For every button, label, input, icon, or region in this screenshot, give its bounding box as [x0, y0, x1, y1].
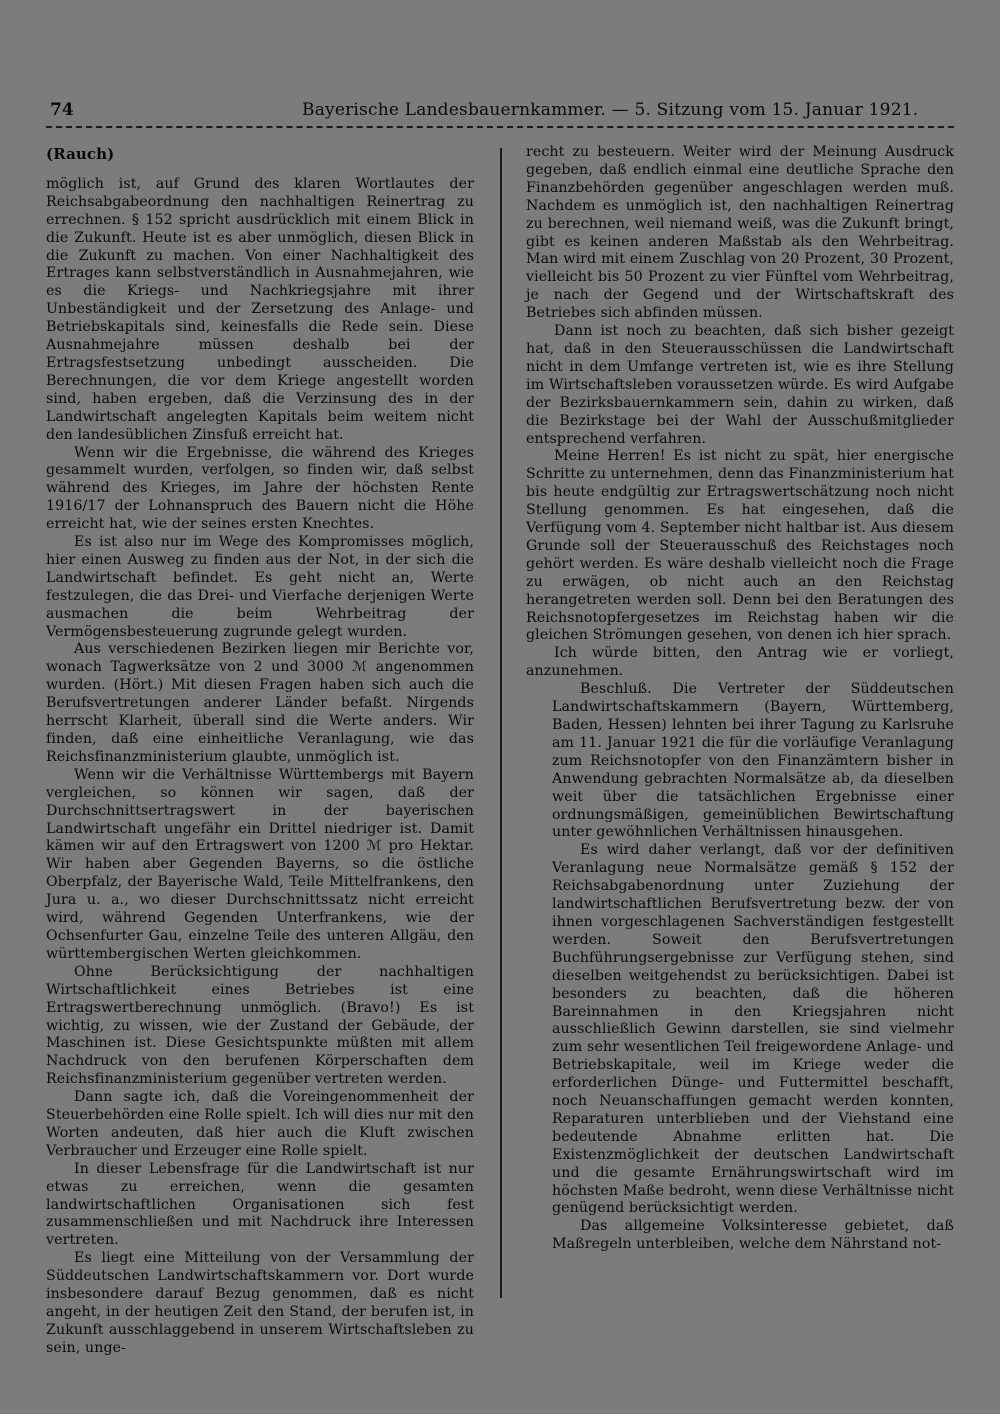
left-column — [46, 146, 474, 1358]
paragraph: Ohne Berücksichtigung der nachhaltigen Wirtschaftlichkeit eines Betriebes ist eine Ertragswertberechnung unmöglich. (Bravo!) Es ist wichtig, zu wissen, wie der Zustand der Gebäude, der Maschinen ist. Diese Gesichtspunkte müßten mit allem Nachdruck von den berufenen Körperschaften dem Reichsfinanzministerium gegenüber vertreten werden. — [46, 963, 474, 1088]
resolution-paragraph: Es wird daher verlangt, daß vor der definitiven Veranlagung neue Normalsätze gemäß § 152 der Reichsabgabenordnung unter Zuziehung der landwirtschaftlichen Berufsvertretung bezw. der von ihnen vorgeschlagenen Sachverständigen festgestellt werden. Soweit den Berufsvertretungen Buchführungsergebnisse zur Verfügung stehen, sind dieselben weitgehendst zu berücksichtigen. Dabei ist besonders zu beachten, daß die höheren Bareinnahmen in den Kriegsjahren nicht ausschließlich Gewinn darstellen, sie sind vielmehr zum sehr wesentlichen Teil freigewordene Anlage- und Betriebskapitale, weil im Kriege weder die erforderlichen Dünge- und Futtermittel beschafft, noch Neuanschaffungen gemacht werden konnten, Reparaturen unterblieben und der Viehstand eine bedeutende Abnahme erlitten hat. Die Existenzmöglichkeit der deutschen Landwirtschaft und die gesamte Ernährungswirtschaft wird im höchsten Maße bedroht, wenn diese Verhältnisse nicht genügend berücksichtigt werden. — [552, 842, 954, 1217]
speaker-name: (Rauch) — [46, 145, 115, 163]
resolution-paragraph: Beschluß. Die Vertreter der Süddeutschen Landwirtschaftskammern (Bayern, Württemberg, Baden, Hessen) lehnten bei ihrer Tagung zu Karlsruhe am 11. Januar 1921 die für die vorläufige Veranlagung zum Reichsnotopfer von den Finanzämtern bisher in Anwendung gebrachten Normalsätze ab, da dieselben weit über die tatsächlichen Ergebnisse einer ordnungsmäßigen, gemeinüblichen Bewirtschaftung unter gewöhnlichen Verhältnissen hinausgehen. — [552, 681, 954, 841]
paragraph: Es liegt eine Mitteilung von der Versammlung der Süddeutschen Landwirtschaftskammern vor. Dort wurde insbesondere darauf Bezug genommen, daß es nicht angeht, in der heutigen Zeit den Stand, der berufen ist, in Zukunft ausschlaggebend in unserem Wirtschaftsleben zu sein, unge- — [46, 1250, 474, 1356]
page-header — [46, 100, 954, 122]
paragraph: Dann sagte ich, daß die Voreingenommenheit der Steuerbehörden eine Rolle spielt. Ich will dies nur mit den Worten andeuten, daß hier auch die Kluft zwischen Verbraucher und Erzeuger eine Rolle spielt. — [46, 1089, 474, 1159]
paragraph: Es ist also nur im Wege des Kompromisses möglich, hier einen Ausweg zu finden aus der Not, in der sich die Landwirtschaft befindet. Es geht nicht an, Werte festzulegen, die das Drei- und Vierfache derjenigen Werte ausmachen die beim Wehrbeitrag der Vermögensbesteuerung zugrunde gelegt wurden. — [46, 534, 474, 640]
paragraph: recht zu besteuern. Weiter wird der Meinung Ausdruck gegeben, daß endlich einmal eine deutliche Sprache den Finanzbehörden gegenüber angeschlagen werden muß. Nachdem es unmöglich ist, den nachhaltigen Reinertrag zu berechnen, weil niemand weiß, was die Zukunft bringt, gibt es keinen anderen Maßstab als den Wehrbeitrag. Man wird mit einem Zuschlag von 20 Prozent, 30 Prozent, vielleicht bis 50 Prozent zu vier Fünftel vom Wehrbeitrag, je nach der Gegend und der Wirtschaftskraft des Betriebes sich abfinden müssen. — [526, 144, 954, 322]
header-rule — [46, 126, 954, 128]
running-title: Bayerische Landesbauernkammer. — 5. Sitzung vom 15. Januar 1921. — [302, 100, 919, 120]
paragraph: Wenn wir die Verhältnisse Württembergs mit Bayern vergleichen, so können wir sagen, daß der Durchschnittsertragswert in der bayerischen Landwirtschaft ungefähr ein Drittel niedriger ist. Damit kämen wir auf den Ertragswert von 1200 ℳ pro Hektar. Wir haben aber Gegenden Bayerns, so die östliche Oberpfalz, der Bayerische Wald, Teile Mittelfrankens, den Jura u. a., wo dieser Durchschnittssatz nicht erreicht wird, während Gegenden Unterfrankens, wie der Ochsenfurter Gau, einzelne Teile des unteren Allgäu, den württembergischen Werten gleichkommen. — [46, 766, 474, 962]
paragraph: Aus verschiedenen Bezirken liegen mir Berichte vor, wonach Tagwerksätze von 2 und 3000 ℳ angenommen wurden. (Hört.) Mit diesen Fragen haben sich auch die Berufsvertretungen anderer Länder befaßt. Nirgends herrscht Klarheit, überall sind die Werte anders. Wir finden, daß eine einheitliche Veranlagung, wie das Reichsfinanzministerium glaubte, unmöglich ist. — [46, 641, 474, 765]
paragraph: In dieser Lebensfrage für die Landwirtschaft ist nur etwas zu erreichen, wenn die gesamten landwirtschaftlichen Organisationen sich fest zusammenschließen und mit Nachdruck ihre Interessen vertreten. — [46, 1160, 474, 1249]
column-divider — [500, 148, 502, 1298]
paragraph: Wenn wir die Ergebnisse, die während des Krieges gesammelt wurden, verfolgen, so finden wir, daß selbst während des Krieges, im Jahre der höchsten Rente 1916/17 der Lohnanspruch des Bauern nicht die Höhe erreicht hat, wie der seines ersten Knechtes. — [46, 444, 474, 533]
right-column — [526, 144, 954, 1254]
page-number: 74 — [50, 100, 74, 120]
paragraph: Ich würde bitten, den Antrag wie er vorliegt, anzunehmen. — [526, 645, 954, 680]
paragraph: Meine Herren! Es ist nicht zu spät, hier energische Schritte zu unternehmen, denn das Finanzministerium hat bis heute endgültig zur Ertragswertschätzung noch nicht Stellung genommen. Es hat eingesehen, daß die Verfügung vom 4. September nicht haltbar ist. Aus diesem Grunde soll der Steuerausschuß des Reichstages noch gehört werden. Es wäre deshalb vielleicht noch die Frage zu erwägen, ob nicht auch an den Reichstag herangetreten werden soll. Denn bei den Beratungen des Reichsnotopfergesetzes im Reichstag haben wir die gleichen Strömungen gesehen, von denen ich hier sprach. — [526, 448, 954, 644]
paragraph: möglich ist, auf Grund des klaren Wortlautes der Reichsabgabeordnung den nachhaltigen Reinertrag zu errechnen. § 152 spricht ausdrücklich mit einem Blick in die Zukunft. Heute ist es aber unmöglich, diesen Blick in die Zukunft zu machen. Von einer Nachhaltigkeit des Ertrages kann selbstverständlich in Ausnahmejahren, wie es die Kriegs- und Nachkriegsjahre mit ihrer Unbeständigkeit und der Zersetzung des Anlage- und Betriebskapitals sind, keinesfalls die Rede sein. Diese Ausnahmejahre müssen deshalb bei der Ertragsfestsetzung unbedingt ausscheiden. Die Berechnungen, die vor dem Kriege angestellt worden sind, haben ergeben, daß die Verzinsung des in der Landwirtschaft angelegten Kapitals beim weitem nicht den landesüblichen Zinsfuß erreicht hat. — [46, 175, 474, 443]
paragraph: Dann ist noch zu beachten, daß sich bisher gezeigt hat, daß in den Steuerausschüssen die Landwirtschaft nicht in dem Umfange vertreten ist, wie es ihre Stellung im Wirtschaftsleben voraussetzen würde. Es wird Aufgabe der Bezirksbauernkammern sein, dahin zu wirken, daß die Bezirkstage bei der Wahl der Ausschußmitglieder entsprechend verfahren. — [526, 323, 954, 447]
resolution-paragraph: Das allgemeine Volksinteresse gebietet, daß Maßregeln unterbleiben, welche dem Nährstand not- — [552, 1218, 954, 1253]
